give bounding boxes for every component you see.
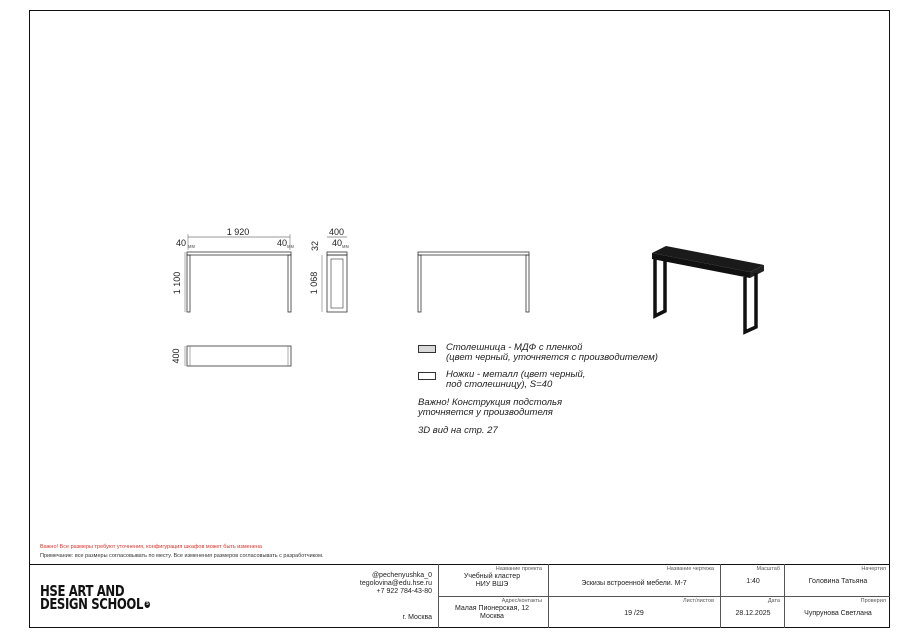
legend-important-line2: уточняется у производителя <box>418 407 553 418</box>
legend-tabletop-line2: (цвет черный, уточняется с производителем) <box>446 352 658 363</box>
logo-line1: HSE ART AND <box>40 582 125 600</box>
warning-note: Важно! Все размеры требуют уточнения, конфигурация шкафов может быть изменена <box>40 544 262 550</box>
logo-line2: DESIGN SCHOOL <box>40 595 144 613</box>
dim-side-depth: 400 <box>329 227 345 237</box>
sheets-value: 19 /29 <box>624 610 644 617</box>
sheets-label: Лист/листов <box>683 598 714 604</box>
legend-swatch-legs <box>418 372 436 380</box>
dim-leg-left: 40 <box>176 238 187 248</box>
front-view-clean <box>418 252 529 312</box>
dim-leg-right-sub: мм <box>287 244 294 250</box>
address-line1: Малая Пионерская, 12 <box>454 605 530 612</box>
dim-side-leg: 40 <box>332 238 343 248</box>
scale-value: 1:40 <box>746 578 760 585</box>
table-3d-view <box>652 246 764 332</box>
legend-legs <box>446 370 585 390</box>
dim-plan-depth: 400 <box>171 348 181 364</box>
dim-side-height: 1 068 <box>309 271 319 295</box>
front-elevation <box>185 234 291 312</box>
checked-label: Проверил <box>860 598 886 604</box>
project-label: Название проекта <box>495 566 542 572</box>
legend-important <box>418 398 562 418</box>
drawn-label: Начертил <box>861 566 886 572</box>
date-value: 28.12.2025 <box>735 610 771 617</box>
dim-side-top: 32 <box>310 240 320 252</box>
contact-handle: @pechenyushka_0 <box>371 572 432 579</box>
logo-badge-icon: 5 <box>146 601 149 607</box>
address-value <box>440 605 544 621</box>
contacts <box>330 572 432 596</box>
dim-leg-left-sub: мм <box>188 244 195 250</box>
address-line2: Москва <box>480 613 504 620</box>
project-line1: Учебный кластер <box>463 573 521 580</box>
scale-label: Масштаб <box>756 566 780 572</box>
school-logo <box>40 582 150 613</box>
city: г. Москва <box>402 614 432 621</box>
plan-view <box>185 346 291 366</box>
dim-side-leg-sub: мм <box>342 244 349 250</box>
legend-legs-line2: под столешницу), S=40 <box>446 379 553 390</box>
legend-tabletop-line1: Столешница - МДФ с пленкой <box>446 342 583 353</box>
legend-legs-line1: Ножки - металл (цвет черный, <box>446 369 586 380</box>
legend-tabletop <box>446 343 658 363</box>
legend-important-line1: Важно! Конструкция подстолья <box>418 397 563 408</box>
address-label: Адрес/контакты <box>501 598 542 604</box>
project-line2: НИУ ВШЭ <box>475 581 509 588</box>
checked-value: Чупрунова Светлана <box>804 610 872 617</box>
drawn-value: Головина Татьяна <box>808 578 868 585</box>
legend-swatch-tabletop <box>418 345 436 353</box>
date-label: Дата <box>767 598 780 604</box>
legend-3d-ref: 3D вид на стр. 27 <box>418 425 498 436</box>
remark-note: Примечание: все размеры согласовывать по месту. Все изменения размеров согласовывать с разработчиком. <box>40 553 324 559</box>
contact-phone: +7 922 784-43-80 <box>376 588 432 595</box>
tb-divider <box>438 596 890 597</box>
drawing-value: Эскизы встроенной мебели. М-7 <box>581 580 687 587</box>
contact-email: tegolovina@edu.hse.ru <box>359 580 432 587</box>
dim-height-total: 1 100 <box>172 271 182 295</box>
dim-leg-right: 40 <box>277 238 288 248</box>
drawing-label: Название чертежа <box>666 566 714 572</box>
project-value <box>440 573 544 589</box>
dim-width-total: 1 920 <box>226 227 250 237</box>
